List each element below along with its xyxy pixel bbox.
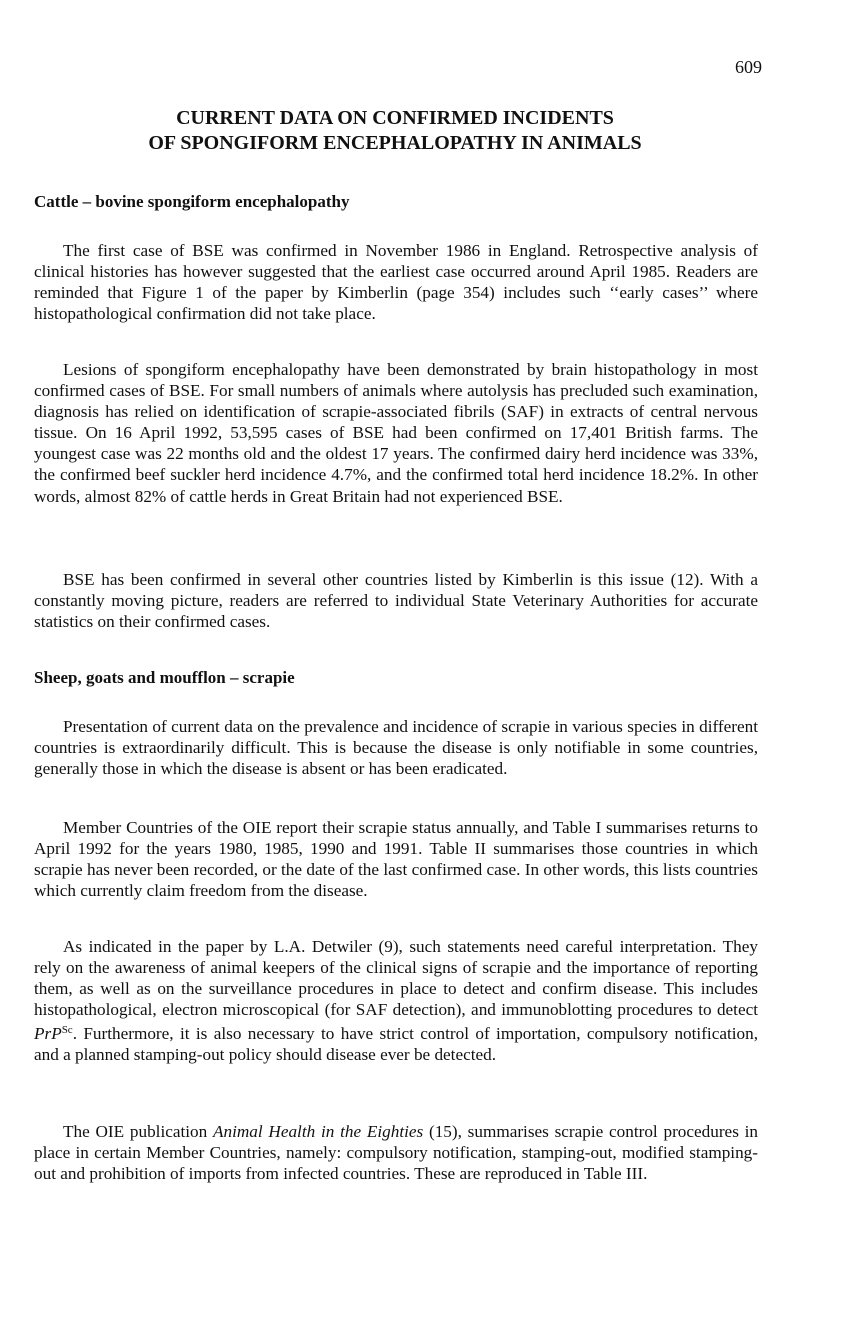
title-line-1: CURRENT DATA ON CONFIRMED INCIDENTS bbox=[176, 107, 614, 129]
paragraph-member-countries: Member Countries of the OIE report their scrapie status annually, and Table I summarises returns to April 1992 for the years 1980, 1985, 1990 and 1991. Table II summarises those countries in which scrapie has never been recorded, or the date of the last confirmed case. In other words, this lists countries which currently claim freedom from the disease. bbox=[34, 818, 758, 901]
paragraph-oie-text-2: (15), summarises scrapie control procedures in place in certain Member Countries, namely: compulsory notification, stamping-out, modified stamping-out and prohibition of imports from infected countries. These are reproduced in Table III. bbox=[34, 1122, 759, 1184]
section-heading-scrapie: Sheep, goats and moufflon – scrapie bbox=[34, 668, 295, 687]
paragraph-detwiler bbox=[34, 936, 758, 1066]
section-heading-cattle: Cattle – bovine spongiform encephalopathy bbox=[34, 192, 350, 211]
paragraph-detwiler-text-2: . Furthermore, it is also necessary to have strict control of importation, compulsory notification, and a planned stamping-out policy should disease ever be detected. bbox=[34, 1024, 758, 1065]
prp-term: PrP bbox=[34, 1024, 62, 1044]
paragraph-oie-text-1: The OIE publication bbox=[63, 1122, 213, 1141]
paragraph-bse-lesions: Lesions of spongiform encephalopathy have been demonstrated by brain histopathology in most confirmed cases of BSE. For small numbers of animals where autolysis has precluded such examination, diagnosis has relied on identification of scrapie-associated fibrils (SAF) in extracts of central nervous tissue. On 16 April 1992, 53,595 cases of BSE had been confirmed on 17,401 British farms. The youngest case was 22 months old and the oldest 17 years. The confirmed dairy herd incidence was 33%, the confirmed beef suckler herd incidence 4.7%, and the confirmed total herd incidence 18.2%. In other words, almost 82% of cattle herds in Great Britain had not experienced BSE. bbox=[34, 360, 758, 506]
article-title bbox=[33, 106, 757, 156]
paragraph-oie-publication bbox=[34, 1121, 758, 1184]
title-line-2: OF SPONGIFORM ENCEPHALOPATHY IN ANIMALS bbox=[148, 132, 642, 154]
paragraph-bse-other-countries: BSE has been confirmed in several other countries listed by Kimberlin is this issue (12). With a constantly moving picture, readers are referred to individual State Veterinary Authorities for accurate statistics on their confirmed cases. bbox=[34, 570, 758, 632]
publication-title: Animal Health in the Eighties bbox=[213, 1122, 424, 1141]
paragraph-scrapie-presentation: Presentation of current data on the prevalence and incidence of scrapie in various species in different countries is extraordinarily difficult. This is because the disease is only notifiable in some countries, generally those in which the disease is absent or has been eradicated. bbox=[34, 717, 758, 779]
prp-superscript: Sc bbox=[61, 1024, 73, 1037]
paragraph-detwiler-text-1: As indicated in the paper by L.A. Detwiler (9), such statements need careful interpretation. They rely on the awareness of animal keepers of the clinical signs of scrapie and the importance of reporting them, as well as on the surveillance procedures in place to detect and confirm disease. This includes histopathological, electron microscopical (for SAF detection), and immunoblotting procedures to detect bbox=[34, 937, 758, 1020]
page-number: 609 bbox=[735, 57, 762, 77]
paragraph-bse-first-case: The first case of BSE was confirmed in November 1986 in England. Retrospective analysis of clinical histories has however suggested that the earliest case occurred around April 1985. Readers are reminded that Figure 1 of the paper by Kimberlin (page 354) includes such ‘‘early cases’’ where histopathological confirmation did not take place. bbox=[34, 241, 758, 324]
